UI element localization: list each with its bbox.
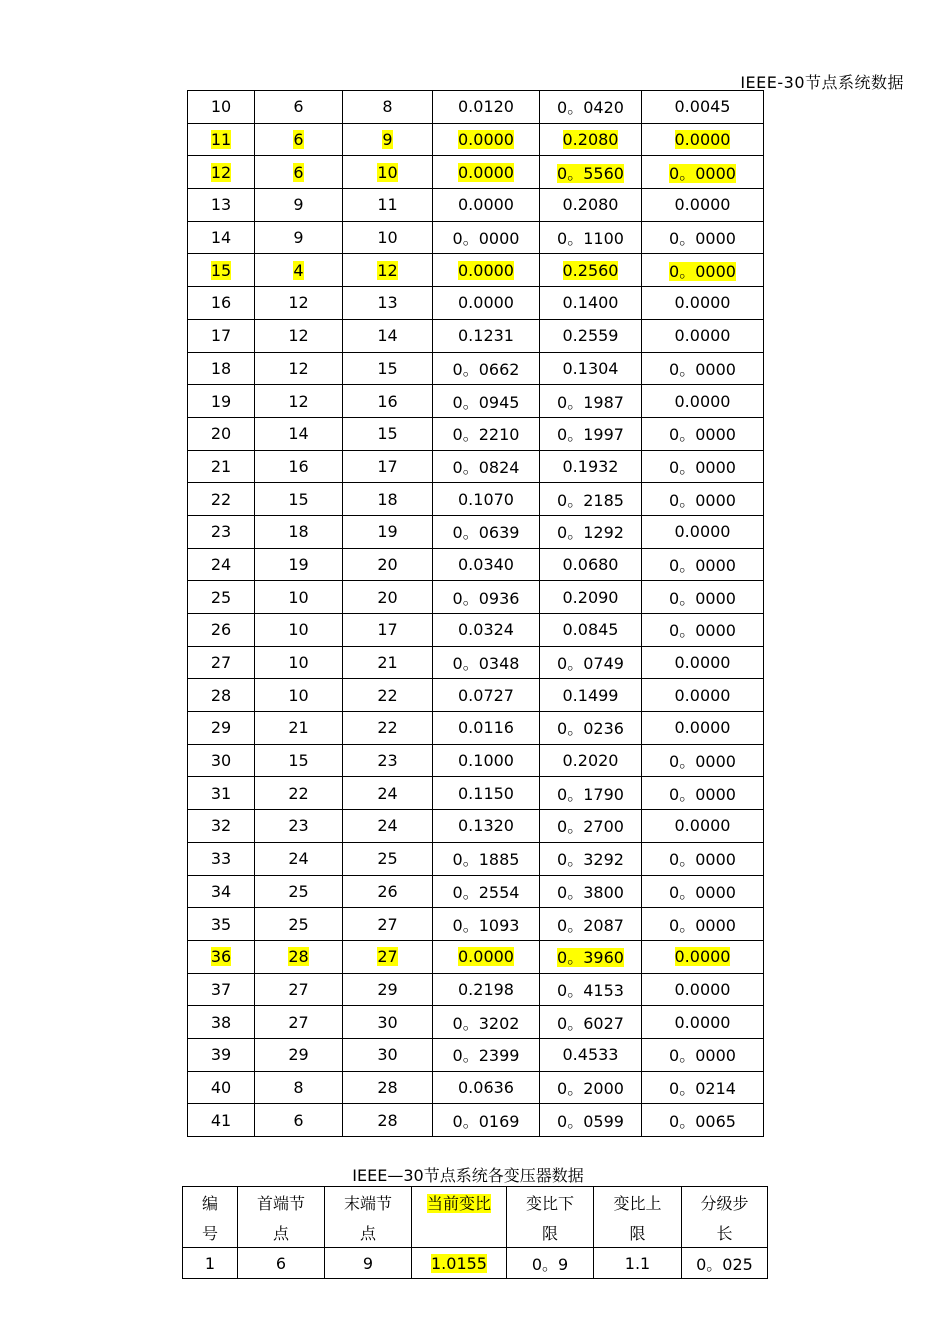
table-cell: 23 — [343, 744, 433, 777]
table-cell: 0。0000 — [642, 908, 764, 941]
table-cell: 0。0000 — [642, 548, 764, 581]
table-row — [188, 973, 764, 1006]
table-row — [188, 254, 764, 287]
table-cell: 0.0000 — [642, 515, 764, 548]
table-cell: 0。1987 — [540, 385, 642, 418]
header-cell: 首端节 — [238, 1187, 325, 1218]
table-cell: 0.2090 — [540, 581, 642, 614]
table-cell: 10 — [188, 91, 255, 124]
table-row — [188, 1038, 764, 1071]
table-cell: 4 — [255, 254, 343, 287]
header-cell: 分级步 — [682, 1187, 768, 1218]
table-cell: 15 — [255, 483, 343, 516]
table-cell: 0。0000 — [642, 842, 764, 875]
table-cell: 20 — [343, 548, 433, 581]
table-cell: 25 — [255, 908, 343, 941]
table-cell: 0.0000 — [433, 287, 540, 320]
table-cell: 9 — [325, 1248, 412, 1279]
table-row — [188, 842, 764, 875]
table-cell: 0。1093 — [433, 908, 540, 941]
table-cell: 0.0000 — [433, 156, 540, 189]
table-cell: 12 — [255, 287, 343, 320]
table-cell: 38 — [188, 1006, 255, 1039]
table-cell: 0。1790 — [540, 777, 642, 810]
table-cell: 0.2559 — [540, 319, 642, 352]
table-cell: 16 — [188, 287, 255, 320]
table-cell: 24 — [255, 842, 343, 875]
table-cell: 19 — [188, 385, 255, 418]
table-cell: 12 — [255, 319, 343, 352]
table-cell: 1 — [183, 1248, 238, 1279]
table-cell: 0。0599 — [540, 1104, 642, 1137]
table-cell: 0。1100 — [540, 221, 642, 254]
table-cell: 0。0000 — [642, 777, 764, 810]
table-cell: 27 — [343, 908, 433, 941]
header-cell: 编 — [183, 1187, 238, 1218]
table-cell: 12 — [188, 156, 255, 189]
table-cell: 28 — [343, 1071, 433, 1104]
table-cell: 16 — [255, 450, 343, 483]
table-cell: 0.0000 — [642, 810, 764, 843]
table-cell: 0.0340 — [433, 548, 540, 581]
table-cell: 9 — [343, 123, 433, 156]
transformer-header-row-1 — [183, 1187, 768, 1218]
table-row — [188, 548, 764, 581]
table-cell: 13 — [188, 189, 255, 222]
table-cell: 22 — [188, 483, 255, 516]
table-cell: 1.1 — [594, 1248, 682, 1279]
table-row — [188, 319, 764, 352]
header-cell: 变比上 — [594, 1187, 682, 1218]
table-cell: 17 — [343, 614, 433, 647]
table-cell: 1.0155 — [412, 1248, 507, 1279]
header-cell: 限 — [594, 1217, 682, 1248]
table-cell: 6 — [255, 123, 343, 156]
table-cell: 0.0045 — [642, 91, 764, 124]
table-cell: 0。2554 — [433, 875, 540, 908]
transformer-data-row — [183, 1248, 768, 1279]
table-row — [188, 679, 764, 712]
table-cell: 0。2000 — [540, 1071, 642, 1104]
table-cell: 13 — [343, 287, 433, 320]
table-cell: 10 — [255, 614, 343, 647]
table-cell: 21 — [343, 646, 433, 679]
table-cell: 0。0000 — [433, 221, 540, 254]
table-cell: 0。0000 — [642, 744, 764, 777]
table-cell: 0。0000 — [642, 581, 764, 614]
transformer-table-caption: IEEE—30节点系统各变压器数据 — [352, 1166, 584, 1185]
table-cell: 0。1292 — [540, 515, 642, 548]
table-cell: 0.0000 — [642, 385, 764, 418]
header-cell: 限 — [507, 1217, 594, 1248]
table-row — [188, 189, 764, 222]
table-row — [188, 810, 764, 843]
table-cell: 0。3292 — [540, 842, 642, 875]
table-row — [188, 940, 764, 973]
table-cell: 0.1304 — [540, 352, 642, 385]
table-cell: 0。5560 — [540, 156, 642, 189]
table-cell: 0.0000 — [642, 973, 764, 1006]
table-cell: 27 — [255, 1006, 343, 1039]
table-row — [188, 712, 764, 745]
table-cell: 10 — [343, 221, 433, 254]
table-row — [188, 777, 764, 810]
table-cell: 0。4153 — [540, 973, 642, 1006]
table-cell: 28 — [343, 1104, 433, 1137]
table-cell: 25 — [343, 842, 433, 875]
table-cell: 9 — [255, 221, 343, 254]
table-cell: 12 — [255, 352, 343, 385]
table-row — [188, 1006, 764, 1039]
table-cell: 0。0000 — [642, 417, 764, 450]
transformer-data-table — [182, 1186, 768, 1279]
header-cell: 点 — [238, 1217, 325, 1248]
table-cell: 0.0000 — [642, 712, 764, 745]
table-cell: 12 — [343, 254, 433, 287]
table-cell: 0。2210 — [433, 417, 540, 450]
table-cell: 27 — [255, 973, 343, 1006]
table-cell: 0。9 — [507, 1248, 594, 1279]
table-cell: 0.0000 — [642, 319, 764, 352]
table-cell: 0。0000 — [642, 352, 764, 385]
table-cell: 16 — [343, 385, 433, 418]
table-cell: 39 — [188, 1038, 255, 1071]
table-row — [188, 450, 764, 483]
table-cell: 40 — [188, 1071, 255, 1104]
table-cell: 0。0945 — [433, 385, 540, 418]
table-cell: 8 — [255, 1071, 343, 1104]
table-row — [188, 385, 764, 418]
table-cell: 0。0420 — [540, 91, 642, 124]
table-cell: 0。2185 — [540, 483, 642, 516]
table-cell: 0.0120 — [433, 91, 540, 124]
table-cell: 29 — [188, 712, 255, 745]
table-row — [188, 1071, 764, 1104]
table-cell: 0.1000 — [433, 744, 540, 777]
table-cell: 0。2700 — [540, 810, 642, 843]
table-row — [188, 287, 764, 320]
table-cell: 6 — [255, 91, 343, 124]
table-cell: 10 — [255, 581, 343, 614]
table-cell: 0。2087 — [540, 908, 642, 941]
table-cell: 0.0636 — [433, 1071, 540, 1104]
table-row — [188, 581, 764, 614]
table-cell: 10 — [255, 679, 343, 712]
table-cell: 28 — [188, 679, 255, 712]
table-row — [188, 646, 764, 679]
table-cell: 0.0000 — [642, 189, 764, 222]
table-cell: 26 — [188, 614, 255, 647]
table-cell: 0。0169 — [433, 1104, 540, 1137]
table-cell: 0。0000 — [642, 450, 764, 483]
table-cell: 25 — [255, 875, 343, 908]
table-cell: 14 — [343, 319, 433, 352]
table-cell: 34 — [188, 875, 255, 908]
table-cell: 23 — [188, 515, 255, 548]
table-row — [188, 744, 764, 777]
table-cell: 0.1231 — [433, 319, 540, 352]
table-cell: 0。0000 — [642, 614, 764, 647]
table-cell: 0.0000 — [642, 123, 764, 156]
table-cell: 6 — [238, 1248, 325, 1279]
table-cell: 0。0000 — [642, 483, 764, 516]
table-cell: 0.0727 — [433, 679, 540, 712]
table-cell: 37 — [188, 973, 255, 1006]
table-cell: 0.0000 — [642, 287, 764, 320]
table-cell: 19 — [343, 515, 433, 548]
table-cell: 23 — [255, 810, 343, 843]
table-cell: 0.0000 — [433, 254, 540, 287]
table-row — [188, 221, 764, 254]
table-row — [188, 614, 764, 647]
table-cell: 0。0662 — [433, 352, 540, 385]
table-cell: 29 — [343, 973, 433, 1006]
table-cell: 0.1320 — [433, 810, 540, 843]
table-cell: 18 — [343, 483, 433, 516]
table-cell: 11 — [343, 189, 433, 222]
table-cell: 0.0000 — [433, 940, 540, 973]
table-cell: 0.1150 — [433, 777, 540, 810]
table-cell: 0.0000 — [433, 123, 540, 156]
table-cell: 10 — [343, 156, 433, 189]
table-cell: 26 — [343, 875, 433, 908]
header-cell: 长 — [682, 1217, 768, 1248]
table-cell: 0.2080 — [540, 123, 642, 156]
table-cell: 9 — [255, 189, 343, 222]
table-cell: 30 — [343, 1006, 433, 1039]
table-row — [188, 352, 764, 385]
table-cell: 33 — [188, 842, 255, 875]
table-cell: 31 — [188, 777, 255, 810]
table-cell: 0。0348 — [433, 646, 540, 679]
table-cell: 20 — [188, 417, 255, 450]
table-cell: 0.1400 — [540, 287, 642, 320]
table-cell: 29 — [255, 1038, 343, 1071]
table-cell: 0。1997 — [540, 417, 642, 450]
table-cell: 0.2198 — [433, 973, 540, 1006]
table-cell: 0.4533 — [540, 1038, 642, 1071]
table-cell: 28 — [255, 940, 343, 973]
table-cell: 11 — [188, 123, 255, 156]
table-row — [188, 1104, 764, 1137]
table-cell: 0。0639 — [433, 515, 540, 548]
table-cell: 0。3960 — [540, 940, 642, 973]
table-cell: 0。0065 — [642, 1104, 764, 1137]
table-cell: 12 — [255, 385, 343, 418]
table-cell: 0。6027 — [540, 1006, 642, 1039]
table-row — [188, 123, 764, 156]
table-cell: 0.1070 — [433, 483, 540, 516]
table-row — [188, 875, 764, 908]
table-cell: 0.0000 — [642, 940, 764, 973]
table-cell: 0.0116 — [433, 712, 540, 745]
table-cell: 0.2560 — [540, 254, 642, 287]
page-header: IEEE-30节点系统数据 — [740, 73, 904, 92]
table-row — [188, 156, 764, 189]
table-cell: 0。0000 — [642, 221, 764, 254]
table-cell: 22 — [255, 777, 343, 810]
table-cell: 0.0000 — [433, 189, 540, 222]
table-cell: 0。0000 — [642, 875, 764, 908]
table-cell: 17 — [188, 319, 255, 352]
table-cell: 32 — [188, 810, 255, 843]
header-cell: 点 — [325, 1217, 412, 1248]
table-cell: 10 — [255, 646, 343, 679]
table-cell: 0。0236 — [540, 712, 642, 745]
table-cell: 0.1499 — [540, 679, 642, 712]
table-cell: 19 — [255, 548, 343, 581]
header-cell — [412, 1217, 507, 1248]
table-row — [188, 515, 764, 548]
table-cell: 0.2020 — [540, 744, 642, 777]
table-cell: 0。0936 — [433, 581, 540, 614]
table-row — [188, 908, 764, 941]
table-cell: 17 — [343, 450, 433, 483]
table-cell: 41 — [188, 1104, 255, 1137]
table-cell: 24 — [188, 548, 255, 581]
table-cell: 30 — [343, 1038, 433, 1071]
table-cell: 0.0000 — [642, 646, 764, 679]
table-cell: 6 — [255, 156, 343, 189]
table-row — [188, 91, 764, 124]
table-cell: 22 — [343, 712, 433, 745]
header-cell: 号 — [183, 1217, 238, 1248]
table-cell: 15 — [255, 744, 343, 777]
table-cell: 0.0680 — [540, 548, 642, 581]
table-cell: 36 — [188, 940, 255, 973]
table-cell: 21 — [255, 712, 343, 745]
table-cell: 14 — [188, 221, 255, 254]
table-cell: 30 — [188, 744, 255, 777]
table-cell: 0。0000 — [642, 254, 764, 287]
table-cell: 22 — [343, 679, 433, 712]
table-cell: 0。3202 — [433, 1006, 540, 1039]
table-cell: 14 — [255, 417, 343, 450]
table-cell: 0.1932 — [540, 450, 642, 483]
table-cell: 0。0749 — [540, 646, 642, 679]
table-cell: 25 — [188, 581, 255, 614]
table-cell: 0.0000 — [642, 1006, 764, 1039]
table-cell: 24 — [343, 777, 433, 810]
table-cell: 15 — [343, 352, 433, 385]
table-cell: 24 — [343, 810, 433, 843]
table-cell: 0.0324 — [433, 614, 540, 647]
branch-data-table — [187, 90, 764, 1137]
transformer-header-row-2 — [183, 1217, 768, 1248]
table-cell: 0。0214 — [642, 1071, 764, 1104]
table-row — [188, 483, 764, 516]
table-cell: 0。1885 — [433, 842, 540, 875]
table-cell: 18 — [255, 515, 343, 548]
table-cell: 27 — [188, 646, 255, 679]
table-cell: 0.0000 — [642, 679, 764, 712]
header-cell: 当前变比 — [412, 1187, 507, 1218]
table-cell: 0.2080 — [540, 189, 642, 222]
table-cell: 15 — [343, 417, 433, 450]
table-cell: 0。3800 — [540, 875, 642, 908]
table-cell: 18 — [188, 352, 255, 385]
table-cell: 0。0000 — [642, 1038, 764, 1071]
table-cell: 35 — [188, 908, 255, 941]
header-cell: 末端节 — [325, 1187, 412, 1218]
table-cell: 0.0845 — [540, 614, 642, 647]
table-cell: 0。0000 — [642, 156, 764, 189]
table-cell: 0。025 — [682, 1248, 768, 1279]
table-cell: 0。2399 — [433, 1038, 540, 1071]
table-cell: 27 — [343, 940, 433, 973]
table-cell: 8 — [343, 91, 433, 124]
table-row — [188, 417, 764, 450]
table-cell: 6 — [255, 1104, 343, 1137]
header-cell: 变比下 — [507, 1187, 594, 1218]
table-cell: 15 — [188, 254, 255, 287]
table-cell: 0。0824 — [433, 450, 540, 483]
table-cell: 21 — [188, 450, 255, 483]
table-cell: 20 — [343, 581, 433, 614]
